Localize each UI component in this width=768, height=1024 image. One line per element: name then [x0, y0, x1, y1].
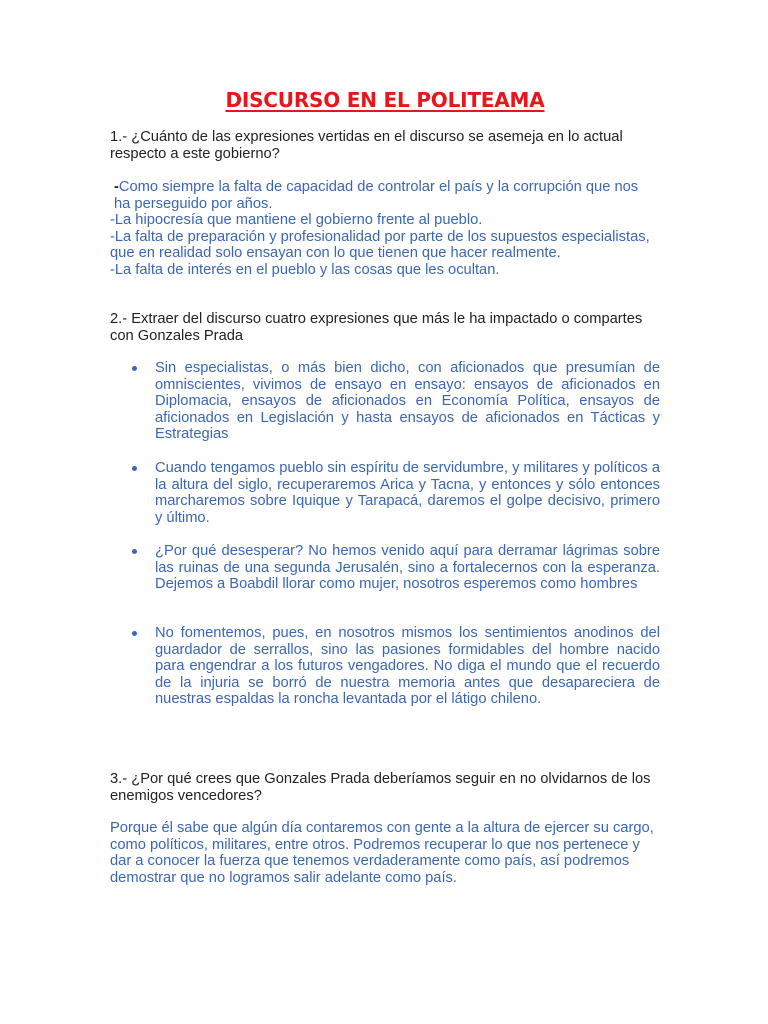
- list-item: [110, 460, 660, 526]
- quote-text: Cuando tengamos pueblo sin espíritu de servidumbre, y militares y políticos a la altura del siglo, recuperaremos Arica y Tacna, y entonces y sólo entonces marcharemos sobre Iquique y Tarapacá, daremos el golpe decisivo, primero y último.: [155, 460, 660, 526]
- question-2: 2.- Extraer del discurso cuatro expresiones que más le ha impactado o compartes con Gonzales Prada: [110, 311, 643, 344]
- answer-1-line-3: -La falta de preparación y profesionalidad por parte de los supuestos especialistas, que en realidad solo ensayan con lo que tienen que hacer realmente.: [110, 228, 650, 262]
- quote-text: ¿Por qué desesperar? No hemos venido aquí para derramar lágrimas sobre las ruinas de una segunda Jerusalén, sino a fortalecernos con la esperanza. Dejemos a Boabdil llorar como mujer, nosotros esperemos como hombres: [155, 543, 660, 593]
- quote-text: No fomentemos, pues, en nosotros mismos los sentimientos anodinos del guardador de serrallos, sino las pasiones formidables del hombre nacido para engendrar a los futuros vengadores. No diga el mundo que el recuerdo de la injuria se borró de nuestra memoria antes que desapareciera de nuestras espaldas la roncha levantada por el látigo chileno.: [155, 625, 660, 708]
- answer-1-lead-dash: -: [114, 179, 119, 195]
- bullet-icon: [132, 366, 137, 371]
- answer-1-line-4: -La falta de interés en el pueblo y las cosas que les ocultan.: [110, 261, 500, 278]
- question-3: 3.- ¿Por qué crees que Gonzales Prada deberíamos seguir en no olvidarnos de los enemigos vencedores?: [110, 771, 651, 804]
- answer-1-line-1: [110, 179, 650, 212]
- bullet-icon: [132, 466, 137, 471]
- document-title: DISCURSO EN EL POLITEAMA: [225, 88, 545, 112]
- question-1: 1.- ¿Cuánto de las expresiones vertidas en el discurso se asemeja en lo actual respecto a este gobierno?: [110, 129, 623, 162]
- quote-text: Sin especialistas, o más bien dicho, con aficionados que presumían de omniscientes, vivimos de ensayo en ensayo: ensayos de aficionados en Diplomacia, ensayos de aficionados en Economía Política, ensayos de aficionados en Legislación y hasta ensayos de aficionados en Tácticas y Estrategias: [155, 360, 660, 443]
- list-item: [110, 360, 660, 443]
- answer-1-line-1-text: Como siempre la falta de capacidad de controlar el país y la corrupción que nos ha perseguido por años.: [114, 179, 639, 212]
- bullet-icon: [132, 549, 137, 554]
- answer-1-line-2: -La hipocresía que mantiene el gobierno frente al pueblo.: [110, 212, 483, 229]
- list-item: [110, 543, 660, 593]
- bullet-icon: [132, 631, 137, 636]
- answer-3: Porque él sabe que algún día contaremos con gente a la altura de ejercer su cargo, como políticos, militares, entre otros. Podremos recuperar lo que nos pertenece y dar a conocer la fuerza que tenemos verdaderamente como país, así podremos demostrar que no logramos salir adelante como país.: [110, 820, 654, 886]
- answer-1: [110, 179, 650, 279]
- list-item: [110, 625, 660, 708]
